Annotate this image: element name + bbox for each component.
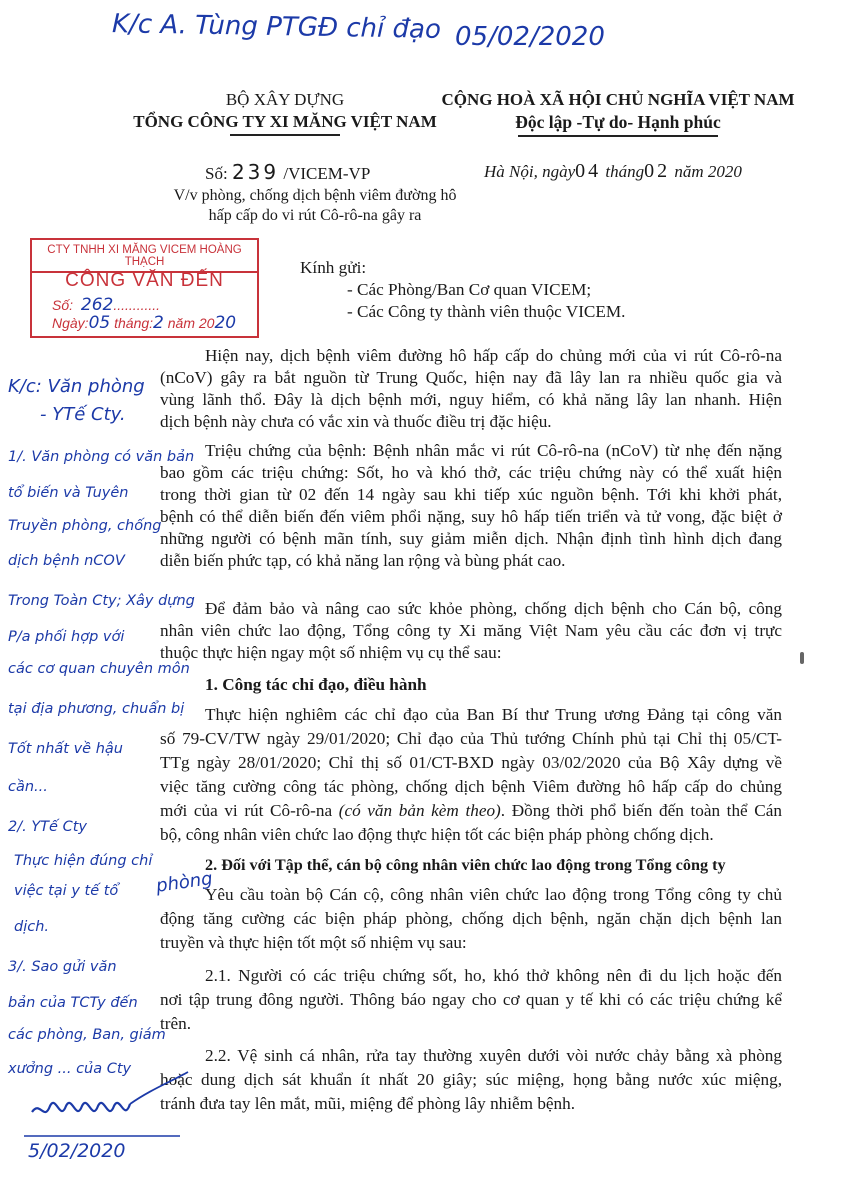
stamp-date-year: 20 [214,313,237,333]
signature-date: 5/02/2020 [28,1140,126,1162]
subject-line: hấp cấp do vi rút Cô-rô-na gây ra [208,207,422,224]
date-mid: tháng [605,162,645,181]
stamp-company: CTY TNHH XI MĂNG VICEM HOÀNG THẠCH [32,244,257,273]
body-line: việc tăng cường công tác phòng, chống dịch bệnh Viêm đường hô hấp cấp do chủng [160,777,782,796]
body-line: động tăng cường các biện pháp phòng, chống dịch bệnh, ngăn chặn dịch bệnh lan [160,909,782,928]
nation-name: CỘNG HOÀ XÃ HỘI CHỦ NGHĨA VIỆT NAM [441,90,795,109]
body-line: vùng lãnh thổ. Đây là dịch bệnh mới, nguy hiểm, có khả năng lây lan nhanh. Hiện [160,390,782,409]
number-value: 239 [231,160,280,184]
body-line: bệnh có thể diễn biến đến viêm phổi nặng, suy hô hấp tiến triển và tử vong, đặc biệt ở [160,507,782,526]
stamp-number: Số: 262............ [52,295,161,315]
subject-line: V/v phòng, chống dịch bệnh viêm đường hô [173,187,457,204]
body-line: nơi tập trung đông người. Thông báo ngay cho cơ quan y tế khi có các triệu chứng kể [160,990,782,1009]
scan-speck [800,652,804,664]
stamp-number-label: Số: [52,297,74,313]
date-prefix: Hà Nội, ngày [484,162,576,181]
margin-note: - YTế Cty. [40,404,126,425]
body-line: (nCoV) gây ra bắt nguồn từ Trung Quốc, hiện nay đã lây lan ra nhiều quốc gia và [160,368,782,387]
body-line: TTg ngày 28/01/2020; Chỉ thị số 01/CT-BXD ngày 03/02/2020 của Bộ Xây dựng về [160,753,782,772]
company-name: TỔNG CÔNG TY XI MĂNG VIỆT NAM [133,112,437,131]
margin-note: tổ biến và Tuyên [8,485,129,501]
recipient-item: - Các Phòng/Ban Cơ quan VICEM; [347,280,592,299]
margin-note: xưởng ... của Cty [8,1061,132,1077]
date-suffix: năm 2020 [674,162,742,181]
margin-note: dịch bệnh nCOV [8,553,125,569]
margin-note: 1/. Văn phòng có văn bản [8,449,195,465]
ministry-name: BỘ XÂY DỰNG [225,90,345,109]
stamp-date-day: 05 [88,313,111,333]
body-line: tránh đưa tay lên mắt, mũi, miệng để phòng lây nhiễm bệnh. [160,1094,576,1113]
body-line: hoặc dung dịch sát khuẩn ít nhất 20 giây; súc miệng, họng bằng nước xúc miệng, [160,1070,782,1089]
stamp-date [52,313,236,333]
body-line [160,800,782,822]
header-right [438,90,798,137]
signature-mark [10,1060,190,1150]
stamp-date-month: 2 [153,313,164,333]
body-line: trong thời gian từ 02 đến 14 ngày sau khi tiếp xúc nguồn bệnh. Tới khi khởi phát, [160,485,782,504]
margin-note-extra: phòng [154,868,214,897]
text-run: . Đồng thời phổ biến đến toàn thể Cán [500,801,782,820]
margin-note: P/a phối hợp với [8,629,125,645]
body-line: Thực hiện nghiêm các chỉ đạo của Ban Bí thư Trung ương Đảng tại công văn [205,705,782,724]
margin-note: Thực hiện đúng chỉ [14,853,153,869]
body-line: bộ, công nhân viên chức lao động thực hiện tốt các biện pháp phòng chống dịch. [160,825,714,844]
body-line: số 79-CV/TW ngày 29/01/2020; Chỉ đạo của Thủ tướng Chính phủ tại Chỉ thị 05/CT- [160,729,782,748]
stamp-title: CÔNG VĂN ĐẾN [65,270,224,291]
body-line: dịch bệnh này chưa có vắc xin và thuốc điều trị đặc hiệu. [160,412,552,431]
margin-note: tại địa phương, chuẩn bị [8,701,185,717]
motto: Độc lập -Tự do- Hạnh phúc [515,112,721,132]
stamp-date-label: tháng: [114,315,154,331]
number-suffix: /VICEM-VP [283,164,371,183]
margin-note: K/c: Văn phòng [8,376,145,397]
body-line: nhân viên chức lao động, Tổng công ty Xi măng Việt Nam yêu cầu các đơn vị trực [160,621,782,640]
body-line: Triệu chứng của bệnh: Bệnh nhân mắc vi rút Cô-rô-na (nCoV) từ nhẹ đến nặng [205,441,782,460]
date-month: 02 [644,160,671,182]
body-line: Yêu cầu toàn bộ Cán cộ, công nhân viên chức lao động trong Tổng công ty chủ [205,885,782,904]
incoming-stamp [30,238,259,338]
section-heading-1: 1. Công tác chỉ đạo, điều hành [205,675,427,694]
body-line: truyền và thực hiện tốt một số nhiệm vụ sau: [160,933,467,952]
body-line: 2.2. Vệ sinh cá nhân, rửa tay thường xuyên dưới vòi nước chảy bằng xà phòng [205,1046,782,1065]
stamp-date-label: Ngày: [52,315,89,331]
stamp-number-value: 262 [80,295,114,315]
subject [150,186,480,226]
body-line: thuộc thực hiện ngay một số nhiệm vụ cụ thể sau: [160,643,502,662]
margin-note: việc tại y tế tổ [14,883,119,899]
text-run: mới của vi rút Cô-rô-na [160,801,339,820]
margin-note: Tốt nhất về hậu [8,741,123,757]
body-line: trên. [160,1014,192,1033]
margin-note: bản của TCTy đến [8,995,138,1011]
body-line: bao gồm các triệu chứng: Sốt, ho và khó thở, các triệu chứng này có thể xuất hiện [160,463,782,482]
margin-note: các cơ quan chuyên môn [8,661,190,677]
margin-note: dịch. [14,919,50,935]
margin-note: cần... [8,779,48,795]
date-day: 04 [575,160,602,182]
top-annotation: K/c A. Tùng PTGĐ chỉ đạo [111,9,442,45]
recipient-item: - Các Công ty thành viên thuộc VICEM. [347,302,626,321]
margin-note: Truyền phòng, chống [8,518,162,534]
stamp-date-label: năm 20 [167,315,215,331]
margin-note: các phòng, Ban, giám [8,1027,166,1043]
body-line: 2.1. Người có các triệu chứng sốt, ho, khó thở không nên đi du lịch hoặc đến [205,966,782,985]
body-line: những người có bệnh mãn tính, suy giảm miễn dịch. Nhận định tình hình dịch đang [160,529,782,548]
body-line: diễn biến phức tạp, có khả năng lan rộng và bùng phát cao. [160,551,566,570]
margin-note: 2/. YTế Cty [8,819,87,835]
recipients-label: Kính gửi: [300,258,367,277]
body-line: Hiện nay, dịch bệnh viêm đường hô hấp cấp do chủng mới của vi rút Cô-rô-na [205,346,782,365]
margin-note: 3/. Sao gửi văn [8,959,117,975]
number-label: Số: [205,164,228,183]
document-date [484,160,742,183]
section-heading-2: 2. Đối với Tập thể, cán bộ công nhân viên chức lao động trong Tổng công ty [205,856,726,874]
document-number [205,160,370,184]
margin-note: Trong Toàn Cty; Xây dựng [8,593,195,609]
top-annotation-date: 05/02/2020 [455,22,605,52]
header-left [120,90,450,136]
body-line: Để đảm bảo và nâng cao sức khỏe phòng, chống dịch bệnh cho Cán bộ, công [205,599,782,618]
text-run-italic: (có văn bản kèm theo) [338,801,501,820]
